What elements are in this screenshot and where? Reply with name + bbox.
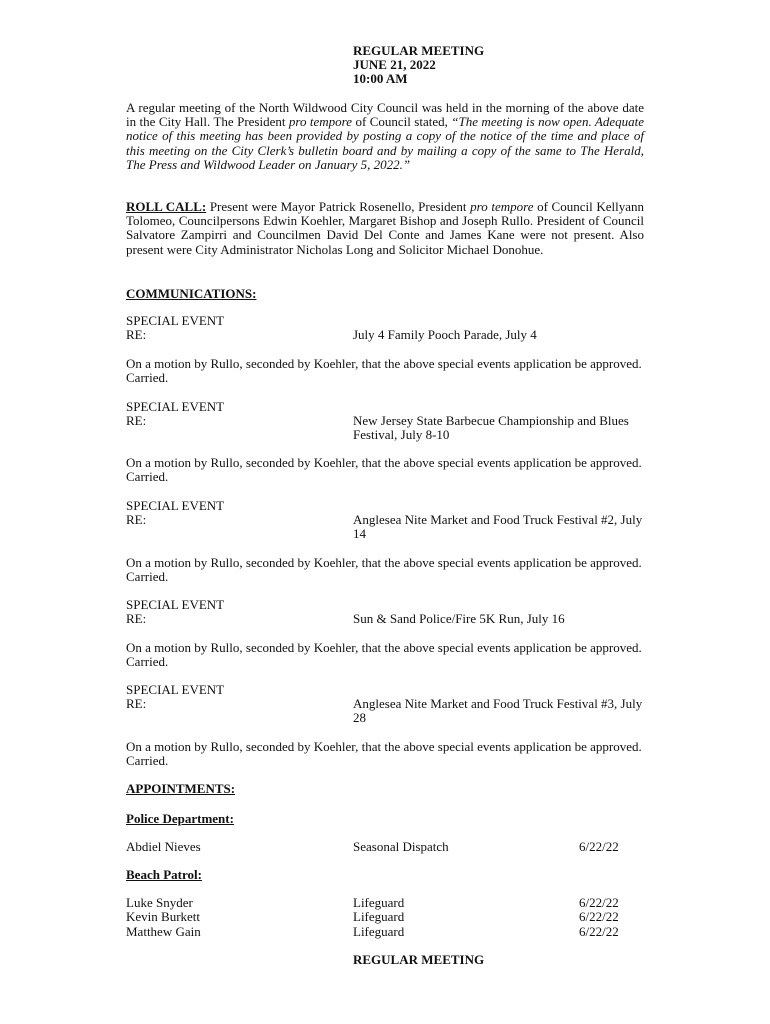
next-page-header: REGULAR MEETING [353,952,485,967]
event-label: SPECIAL EVENT [126,399,225,414]
event-re: RE: [126,611,147,626]
roll-call-italic: pro tempore [470,199,534,214]
appointee-position: Lifeguard [353,895,405,910]
intro-text: A regular meeting of the North Wildwood City Council was held in the morning of the above date in the City Hall. The President [126,100,644,130]
event-name: New Jersey State Barbecue Championship and Blues Festival, July 8-10 [353,413,629,443]
appointee-name: Abdiel Nieves [126,839,201,854]
intro-italic: pro tempore [288,114,353,130]
event-re: RE: [126,413,147,428]
appointee-name: Kevin Burkett [126,909,201,924]
event-name: Anglesea Nite Market and Food Truck Festival #2, July 14 [353,512,643,542]
appointee-name: Matthew Gain [126,924,201,939]
meeting-title: REGULAR MEETING [353,43,485,58]
event-motion: On a motion by Rullo, seconded by Koehler, that the above special events application be approved. Carried. [126,356,642,386]
roll-call-text: Present were Mayor Patrick Rosenello, President [206,199,471,214]
appointee-date: 6/22/22 [579,895,619,910]
roll-call-text-2: of Council Kellyann Tolomeo, Councilpersons Edwin Koehler, Margaret Bishop and Joseph Rullo. President of Council Salvatore Zampirri and Councilmen David Del Conte and James Kane were not present. Also present were City Administrator Nicholas Long and Solicitor Michael Donohue. [126,199,644,257]
intro-quote: “The meeting is now open. Adequate notice of this meeting has been provided by posting a copy of the notice of the time and place of this meeting on the City Clerk’s bulletin board and by mailing a copy of the same to The Herald, The Press and Wildwood Leader on January 5, 2022.” [126,114,644,172]
event-re: RE: [126,327,147,342]
meeting-date: JUNE 21, 2022 [353,57,436,73]
roll-call-paragraph [126,200,644,257]
appointee-date: 6/22/22 [579,839,619,854]
appointee-date: 6/22/22 [579,909,619,924]
appointee-date: 6/22/22 [579,924,619,939]
event-motion: On a motion by Rullo, seconded by Koehler, that the above special events application be approved. Carried. [126,640,642,670]
event-label: SPECIAL EVENT [126,498,225,513]
event-name: Anglesea Nite Market and Food Truck Festival #3, July 28 [353,696,643,726]
roll-call-label: ROLL CALL: [126,199,207,214]
appointee-position: Lifeguard [353,909,405,924]
event-motion: On a motion by Rullo, seconded by Koehler, that the above special events application be approved. Carried. [126,739,642,769]
meeting-header [353,44,484,87]
event-name: Sun & Sand Police/Fire 5K Run, July 16 [353,611,565,626]
intro-paragraph [126,101,644,172]
event-motion: On a motion by Rullo, seconded by Koehler, that the above special events application be approved. Carried. [126,555,642,585]
appointee-name: Luke Snyder [126,895,193,910]
communications-heading: COMMUNICATIONS: [126,286,257,301]
event-re: RE: [126,696,147,711]
appointments-heading: APPOINTMENTS: [126,781,236,796]
meeting-time: 10:00 AM [353,71,408,87]
appointee-position: Seasonal Dispatch [353,839,449,854]
event-motion: On a motion by Rullo, seconded by Koehler, that the above special events application be approved. Carried. [126,455,642,485]
event-re: RE: [126,512,147,527]
beach-patrol-heading: Beach Patrol: [126,867,202,882]
event-name: July 4 Family Pooch Parade, July 4 [353,327,537,342]
event-label: SPECIAL EVENT [126,682,225,697]
appointee-position: Lifeguard [353,924,405,939]
intro-text-2: of Council stated, [352,114,452,130]
event-label: SPECIAL EVENT [126,313,225,328]
police-department-heading: Police Department: [126,811,234,826]
event-label: SPECIAL EVENT [126,597,225,612]
